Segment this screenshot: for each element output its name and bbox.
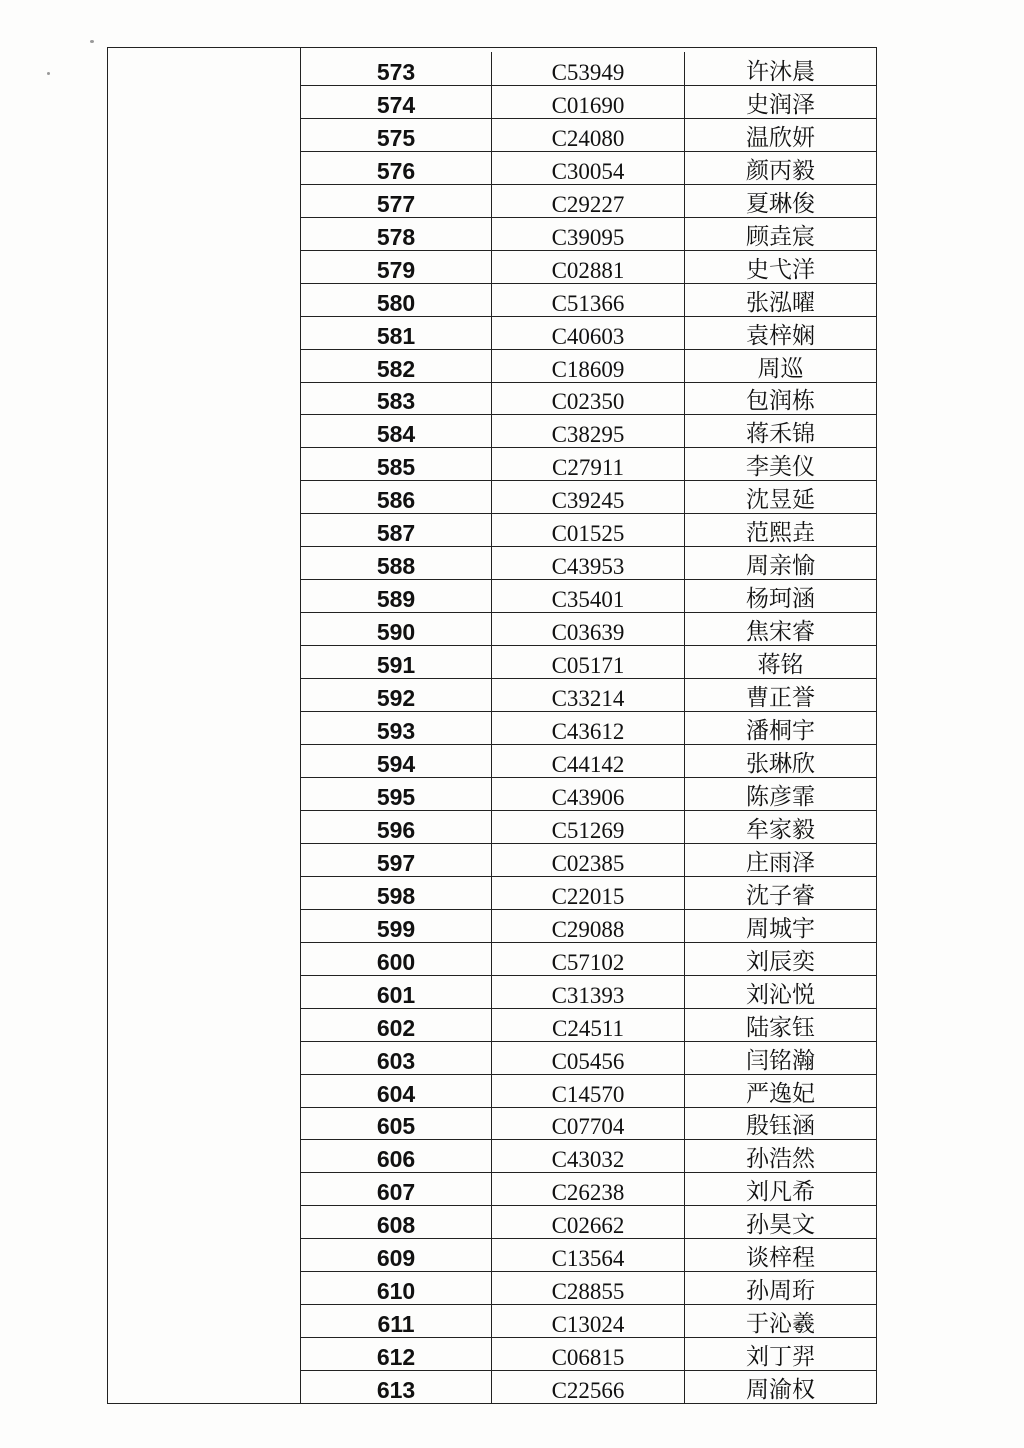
row-code: C02662	[491, 1206, 684, 1238]
row-number: 609	[376, 1245, 416, 1272]
row-name: 沈子睿	[684, 877, 876, 909]
row-name: 陈彦霏	[684, 778, 876, 810]
row-code: C02350	[491, 383, 684, 415]
table-row	[301, 447, 876, 480]
row-code: C43906	[491, 778, 684, 810]
table-row	[301, 1370, 876, 1403]
row-code: C40603	[491, 317, 684, 349]
row-number: 591	[376, 652, 416, 679]
row-name: 蒋禾锦	[684, 415, 876, 447]
row-name: 孙昊文	[684, 1206, 876, 1238]
table-row	[301, 118, 876, 151]
table-body	[301, 52, 876, 1403]
row-number: 608	[376, 1212, 416, 1239]
row-name: 李美仪	[684, 448, 876, 480]
row-code: C01690	[491, 86, 684, 118]
table-row	[301, 151, 876, 184]
row-number: 600	[376, 948, 416, 975]
row-number: 577	[376, 190, 416, 217]
table-row	[301, 909, 876, 942]
table-row	[301, 1304, 876, 1337]
row-name: 颜丙毅	[684, 152, 876, 184]
scan-speck	[47, 72, 50, 75]
table-row	[301, 744, 876, 777]
table-row	[301, 1008, 876, 1041]
table-row	[301, 184, 876, 217]
table-row	[301, 1139, 876, 1172]
row-code: C43032	[491, 1140, 684, 1172]
row-number: 595	[376, 783, 416, 810]
row-number: 589	[376, 586, 416, 613]
row-code: C05456	[491, 1042, 684, 1074]
table-row	[301, 777, 876, 810]
row-name: 包润栋	[684, 383, 876, 415]
row-code: C51269	[491, 811, 684, 843]
roster-table	[107, 47, 877, 1404]
table-row	[301, 382, 876, 415]
row-name: 温欣妍	[684, 119, 876, 151]
row-number: 604	[376, 1080, 416, 1107]
row-number: 596	[376, 816, 416, 843]
row-name: 焦宋睿	[684, 613, 876, 645]
row-number: 575	[376, 124, 416, 151]
table-row	[301, 876, 876, 909]
row-code: C26238	[491, 1173, 684, 1205]
table-row	[301, 1238, 876, 1271]
row-number: 601	[376, 981, 416, 1008]
row-code: C53949	[491, 52, 684, 85]
row-name: 周亲愉	[684, 547, 876, 579]
row-code: C38295	[491, 415, 684, 447]
row-name: 孙周珩	[684, 1272, 876, 1304]
row-code: C29227	[491, 185, 684, 217]
row-number: 581	[376, 322, 416, 349]
row-code: C14570	[491, 1075, 684, 1107]
row-name: 严逸妃	[684, 1075, 876, 1107]
row-number: 613	[376, 1377, 416, 1404]
row-number: 590	[376, 619, 416, 646]
row-code: C22566	[491, 1371, 684, 1403]
table-row	[301, 85, 876, 118]
table-row	[301, 711, 876, 744]
row-number: 593	[376, 718, 416, 745]
row-number: 602	[376, 1014, 416, 1041]
row-number: 584	[376, 421, 416, 448]
row-name: 刘沁悦	[684, 976, 876, 1008]
row-name: 史弋洋	[684, 251, 876, 283]
row-name: 闫铭瀚	[684, 1042, 876, 1074]
row-code: C57102	[491, 943, 684, 975]
row-number: 599	[376, 915, 416, 942]
row-code: C44142	[491, 745, 684, 777]
row-name: 刘凡希	[684, 1173, 876, 1205]
table-row	[301, 678, 876, 711]
row-name: 殷钰涵	[684, 1108, 876, 1140]
row-code: C51366	[491, 284, 684, 316]
row-code: C43953	[491, 547, 684, 579]
row-code: C28855	[491, 1272, 684, 1304]
row-name: 潘桐宇	[684, 712, 876, 744]
row-name: 牟家毅	[684, 811, 876, 843]
row-number: 573	[376, 58, 416, 85]
row-number: 612	[376, 1344, 416, 1371]
table-row	[301, 1074, 876, 1107]
row-number: 598	[376, 882, 416, 909]
row-name: 周巡	[684, 350, 876, 382]
scan-speck	[90, 40, 94, 43]
row-number: 597	[376, 849, 416, 876]
table-row	[301, 975, 876, 1008]
row-number: 583	[376, 388, 416, 415]
row-number: 588	[376, 553, 416, 580]
row-name: 夏琳俊	[684, 185, 876, 217]
row-code: C31393	[491, 976, 684, 1008]
row-code: C24511	[491, 1009, 684, 1041]
row-number: 586	[376, 487, 416, 514]
row-code: C30054	[491, 152, 684, 184]
row-code: C24080	[491, 119, 684, 151]
row-number: 610	[376, 1278, 416, 1305]
row-code: C03639	[491, 613, 684, 645]
table-row	[301, 217, 876, 250]
row-name: 周城宇	[684, 910, 876, 942]
row-number: 585	[376, 454, 416, 481]
row-name: 沈昱延	[684, 481, 876, 513]
table-row	[301, 480, 876, 513]
row-name: 周渝权	[684, 1371, 876, 1403]
table-row	[301, 1337, 876, 1370]
row-name: 刘辰奕	[684, 943, 876, 975]
row-number: 592	[376, 685, 416, 712]
row-code: C43612	[491, 712, 684, 744]
table-row	[301, 612, 876, 645]
table-row	[301, 250, 876, 283]
row-code: C05171	[491, 646, 684, 678]
row-name: 史润泽	[684, 86, 876, 118]
row-number: 578	[376, 223, 416, 250]
row-number: 576	[376, 157, 416, 184]
table-row	[301, 579, 876, 612]
row-code: C13564	[491, 1239, 684, 1271]
row-name: 范熙垚	[684, 514, 876, 546]
row-name: 庄雨泽	[684, 844, 876, 876]
row-number: 579	[376, 256, 416, 283]
table-row	[301, 645, 876, 678]
row-code: C29088	[491, 910, 684, 942]
table-row	[301, 52, 876, 85]
row-number: 594	[376, 750, 416, 777]
blank-column	[108, 48, 301, 1403]
row-code: C18609	[491, 350, 684, 382]
table-row	[301, 349, 876, 382]
row-number: 606	[376, 1146, 416, 1173]
row-code: C27911	[491, 448, 684, 480]
row-number: 603	[376, 1047, 416, 1074]
row-number: 580	[376, 289, 416, 316]
row-name: 张泓曜	[684, 284, 876, 316]
row-name: 于沁羲	[684, 1305, 876, 1337]
row-name: 蒋铭	[684, 646, 876, 678]
table-row	[301, 316, 876, 349]
row-name: 曹正誉	[684, 679, 876, 711]
table-row	[301, 414, 876, 447]
row-name: 谈梓程	[684, 1239, 876, 1271]
row-code: C07704	[491, 1108, 684, 1140]
row-code: C13024	[491, 1305, 684, 1337]
row-code: C33214	[491, 679, 684, 711]
row-name: 孙浩然	[684, 1140, 876, 1172]
table-row	[301, 810, 876, 843]
row-number: 605	[376, 1113, 416, 1140]
row-code: C35401	[491, 580, 684, 612]
table-row	[301, 1041, 876, 1074]
table-row	[301, 1107, 876, 1140]
row-code: C39095	[491, 218, 684, 250]
row-code: C01525	[491, 514, 684, 546]
row-code: C02881	[491, 251, 684, 283]
row-code: C39245	[491, 481, 684, 513]
row-name: 顾垚宸	[684, 218, 876, 250]
row-number: 587	[376, 520, 416, 547]
table-row	[301, 283, 876, 316]
row-name: 许沐晨	[684, 52, 876, 85]
row-name: 张琳欣	[684, 745, 876, 777]
row-number: 582	[376, 355, 416, 382]
table-row	[301, 1205, 876, 1238]
row-code: C06815	[491, 1338, 684, 1370]
row-code: C02385	[491, 844, 684, 876]
row-code: C22015	[491, 877, 684, 909]
row-name: 陆家钰	[684, 1009, 876, 1041]
row-number: 607	[376, 1179, 416, 1206]
row-number: 574	[376, 91, 416, 118]
table-row	[301, 942, 876, 975]
table-row	[301, 1271, 876, 1304]
row-name: 杨珂涵	[684, 580, 876, 612]
table-row	[301, 513, 876, 546]
row-name: 刘丁羿	[684, 1338, 876, 1370]
row-number: 611	[377, 1311, 415, 1338]
row-name: 袁梓娴	[684, 317, 876, 349]
table-row	[301, 1172, 876, 1205]
table-row	[301, 843, 876, 876]
table-row	[301, 546, 876, 579]
